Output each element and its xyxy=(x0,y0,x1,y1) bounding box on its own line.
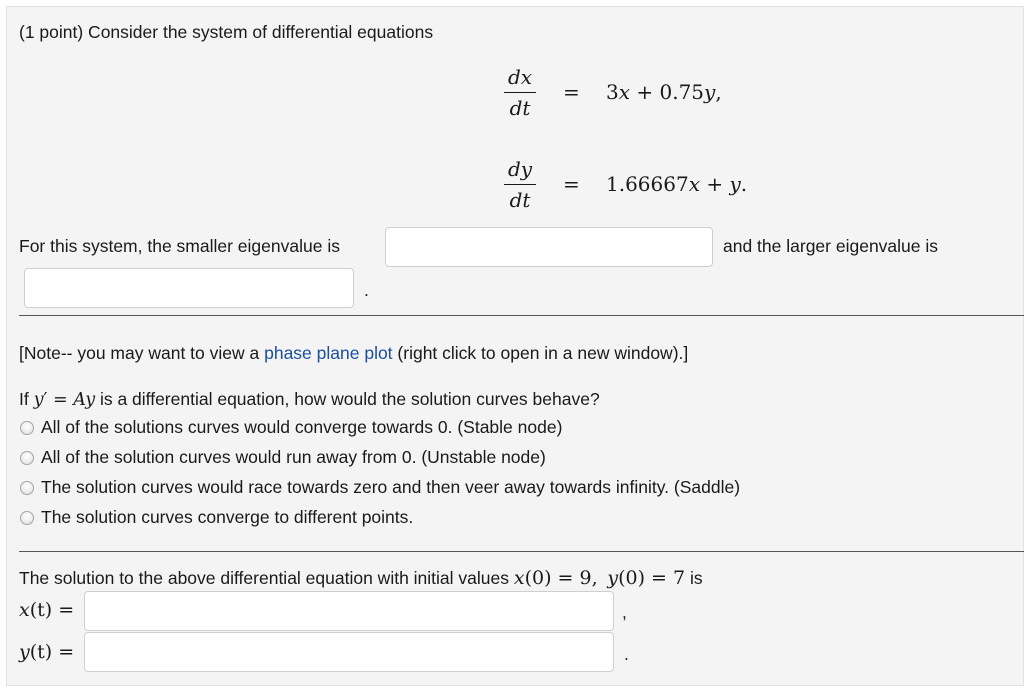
dx-dt-fraction xyxy=(500,64,540,121)
larger-eigenvalue-input[interactable] xyxy=(24,268,354,308)
x-comma: , xyxy=(622,602,627,622)
radio-different-points[interactable] xyxy=(20,511,34,525)
radio-saddle[interactable] xyxy=(20,481,34,495)
problem-intro: (1 point) Consider the system of differential equations xyxy=(19,22,434,42)
x-of-t-label: x(t) = xyxy=(19,599,75,621)
fraction-bar xyxy=(504,92,536,93)
note-text: [Note-- you may want to view a phase plane plot (right click to open in a new window).] xyxy=(19,343,689,363)
option-stable-node-label: All of the solutions curves would converge towards 0. (Stable node) xyxy=(41,417,563,437)
smaller-eigenvalue-input[interactable] xyxy=(385,227,713,267)
radio-stable-node[interactable] xyxy=(20,421,34,435)
radio-unstable-node[interactable] xyxy=(20,451,34,465)
eq1-denominator: dt xyxy=(509,96,531,120)
eq1-rhs: 3x + 0.75y, xyxy=(606,80,722,104)
option-different-points-label: The solution curves converge to different points. xyxy=(41,507,414,527)
option-saddle-label: The solution curves would race towards zero and then veer away towards infinity. (Saddle) xyxy=(41,477,741,497)
phase-plane-plot-link[interactable]: phase plane plot xyxy=(264,343,393,363)
smaller-eigenvalue-label: For this system, the smaller eigenvalue is xyxy=(19,236,340,256)
fraction-bar xyxy=(504,184,536,185)
eq1-numerator: dx xyxy=(507,65,533,89)
behavior-question: If y′ = Ay is a differential equation, how would the solution curves behave? xyxy=(19,389,600,410)
eigen-period: . xyxy=(364,280,369,300)
divider xyxy=(19,551,1024,552)
eq2-equals: = xyxy=(563,172,580,196)
solution-text: The solution to the above differential equation with initial values x(0) = 9, y(0) = 7 is xyxy=(19,567,703,589)
eq2-rhs: 1.66667x + y. xyxy=(606,172,748,196)
larger-eigenvalue-label: and the larger eigenvalue is xyxy=(723,236,939,256)
eq1-equals: = xyxy=(563,80,580,104)
dy-dt-fraction xyxy=(500,156,540,213)
divider xyxy=(19,315,1024,316)
y-of-t-input[interactable] xyxy=(84,632,614,672)
x-of-t-input[interactable] xyxy=(84,591,614,631)
option-unstable-node-label: All of the solution curves would run away from 0. (Unstable node) xyxy=(41,447,546,467)
y-period: . xyxy=(624,644,629,664)
eq2-denominator: dt xyxy=(509,188,531,212)
eq2-numerator: dy xyxy=(507,157,533,181)
y-of-t-label: y(t) = xyxy=(19,641,75,663)
